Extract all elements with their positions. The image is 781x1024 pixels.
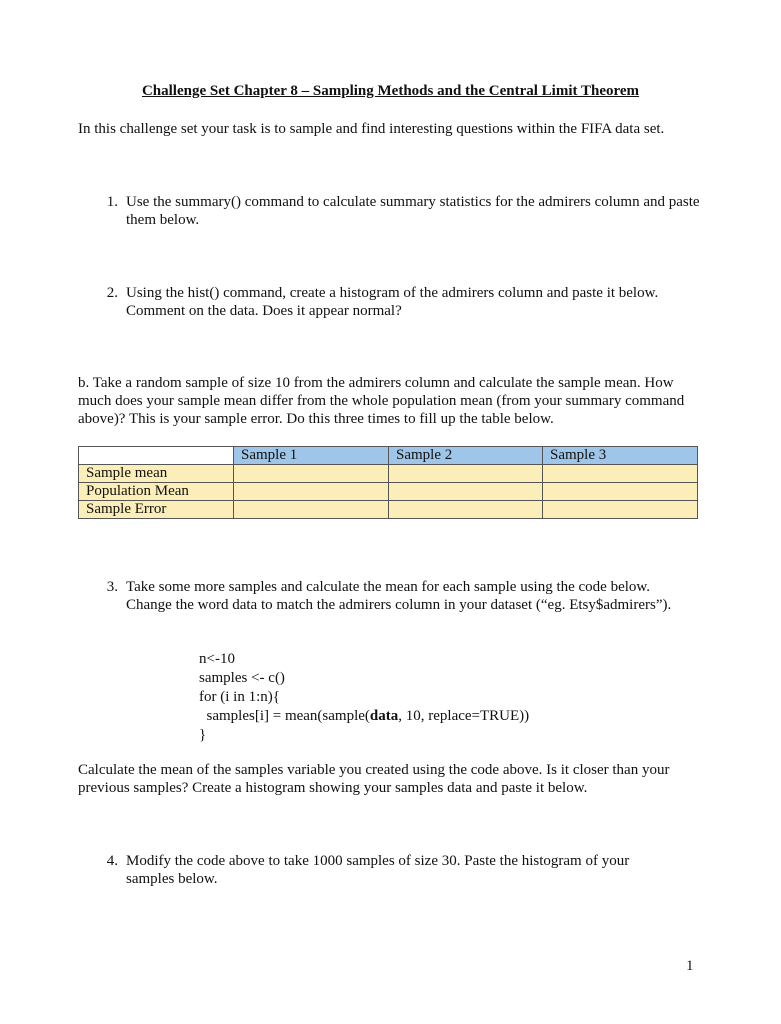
cell-population-mean-2[interactable] [389,483,543,501]
page-title: Challenge Set Chapter 8 – Sampling Methods and the Central Limit Theorem [141,83,640,99]
page-number: 1 [686,958,694,974]
header-sample-2: Sample 2 [389,447,543,465]
question-2b-text: b. Take a random sample of size 10 from the admirers column and calculate the sample mean. How much does your sample mean differ from the whole population mean (from your summary command above)? This is your sample error. Do this three times to fill up the table below. [78,375,685,427]
cell-population-mean-3[interactable] [543,483,698,501]
code-line-4-end: , 10, replace=TRUE)) [398,708,530,724]
code-line-3: for (i in 1:n){ [199,689,280,705]
code-line-4 [199,707,679,726]
table-row [79,483,698,501]
question-1-number: 1. [106,194,118,210]
row-label-population-mean: Population Mean [79,483,234,501]
code-line-1: n<-10 [199,651,235,667]
code-line-2: samples <- c() [199,670,285,686]
question-2-text: Using the hist() command, create a histogram of the admirers column and paste it below. Comment on the data. Does it appear normal? [126,285,659,319]
intro-paragraph: In this challenge set your task is to sample and find interesting questions within the FIFA data set. [78,121,665,137]
cell-sample-error-1[interactable] [234,501,389,519]
cell-sample-mean-3[interactable] [543,465,698,483]
question-4-number: 4. [106,853,118,869]
code-block [199,650,679,745]
question-1-text: Use the summary() command to calculate summary statistics for the admirers column and paste them below. [126,194,700,228]
cell-sample-error-2[interactable] [389,501,543,519]
table-row [79,501,698,519]
cell-population-mean-1[interactable] [234,483,389,501]
code-line-4-data: data [369,708,399,724]
table-header-row [79,447,698,465]
code-line-5: } [199,727,207,743]
table-corner-cell [79,447,234,465]
question-3-number: 3. [106,579,118,595]
sample-table [78,446,698,519]
question-3-followup: Calculate the mean of the samples variable you created using the code above. Is it closer than your previous samples? Create a histogram showing your samples data and paste it below. [78,762,670,796]
question-2-number: 2. [106,285,118,301]
question-4-text: Modify the code above to take 1000 samples of size 30. Paste the histogram of your samples below. [126,853,630,887]
header-sample-3: Sample 3 [543,447,698,465]
cell-sample-mean-2[interactable] [389,465,543,483]
table-row [79,465,698,483]
header-sample-1: Sample 1 [234,447,389,465]
cell-sample-error-3[interactable] [543,501,698,519]
question-3-text: Take some more samples and calculate the mean for each sample using the code below. Change the word data to match the admirers column in your dataset (“eg. Etsy$admirers”). [126,579,672,613]
cell-sample-mean-1[interactable] [234,465,389,483]
code-line-4-start: samples[i] = mean(sample( [199,708,370,724]
row-label-sample-mean: Sample mean [79,465,234,483]
row-label-sample-error: Sample Error [79,501,234,519]
